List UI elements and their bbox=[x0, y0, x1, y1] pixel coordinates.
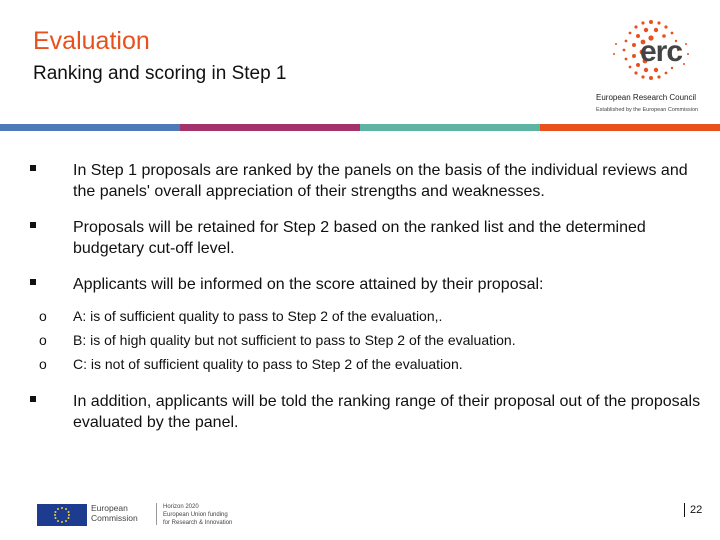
sub-list-item bbox=[30, 304, 710, 328]
sub-item-text: C: is not of sufficient quality to pass to Step 2 of the evaluation. bbox=[73, 356, 463, 372]
erc-org-subtitle: Established by the European Commission bbox=[596, 107, 699, 113]
square-bullet-icon bbox=[30, 279, 36, 285]
sub-list-item bbox=[30, 328, 710, 352]
slide-title: Evaluation bbox=[33, 27, 150, 55]
color-bar-teal bbox=[360, 124, 540, 131]
color-bar-orange bbox=[540, 124, 720, 131]
eu-flag-icon bbox=[37, 504, 87, 526]
sub-list-item bbox=[30, 352, 710, 376]
ec-label bbox=[91, 503, 138, 523]
color-bar-blue bbox=[0, 124, 180, 131]
bullet-text: Applicants will be informed on the score attained by their proposal: bbox=[73, 276, 544, 293]
slide-body bbox=[30, 160, 710, 448]
bullet-item bbox=[30, 274, 710, 376]
erc-wordmark: erc bbox=[640, 35, 683, 68]
footer-logos bbox=[23, 492, 253, 528]
ec-label-line: European bbox=[91, 503, 128, 513]
footer-divider bbox=[156, 503, 157, 525]
square-bullet-icon bbox=[30, 396, 36, 402]
h2020-line: Horizon 2020 bbox=[163, 504, 199, 510]
circle-bullet-icon: o bbox=[39, 332, 47, 348]
color-bar-strip bbox=[0, 124, 720, 131]
page-number: 22 bbox=[684, 503, 702, 517]
square-bullet-icon bbox=[30, 165, 36, 171]
slide-subtitle: Ranking and scoring in Step 1 bbox=[33, 63, 287, 84]
ec-label-line: Commission bbox=[91, 513, 138, 523]
bullet-text: In addition, applicants will be told the ranking range of their proposal out of the proposals evaluated by the panel. bbox=[73, 393, 701, 431]
bullet-item bbox=[30, 160, 710, 202]
bullet-item bbox=[30, 217, 710, 259]
circle-bullet-icon: o bbox=[39, 356, 47, 372]
sub-item-text: A: is of sufficient quality to pass to Step 2 of the evaluation,. bbox=[73, 308, 443, 324]
h2020-label bbox=[163, 503, 232, 527]
circle-bullet-icon: o bbox=[39, 308, 47, 324]
h2020-line: European Union funding bbox=[163, 512, 228, 518]
sub-list bbox=[30, 304, 710, 376]
square-bullet-icon bbox=[30, 222, 36, 228]
bullet-text: Proposals will be retained for Step 2 based on the ranked list and the determined budgetary cut-off level. bbox=[73, 219, 646, 257]
bullet-item bbox=[30, 391, 710, 433]
sub-item-text: B: is of high quality but not sufficient to pass to Step 2 of the evaluation. bbox=[73, 332, 516, 348]
color-bar-magenta bbox=[180, 124, 360, 131]
erc-org-name: European Research Council bbox=[596, 93, 697, 102]
bullet-text: In Step 1 proposals are ranked by the panels on the basis of the individual reviews and the panels' overall appreciation of their strengths and weaknesses. bbox=[73, 162, 688, 200]
h2020-line: for Research & Innovation bbox=[163, 520, 233, 526]
erc-logo bbox=[594, 14, 709, 119]
